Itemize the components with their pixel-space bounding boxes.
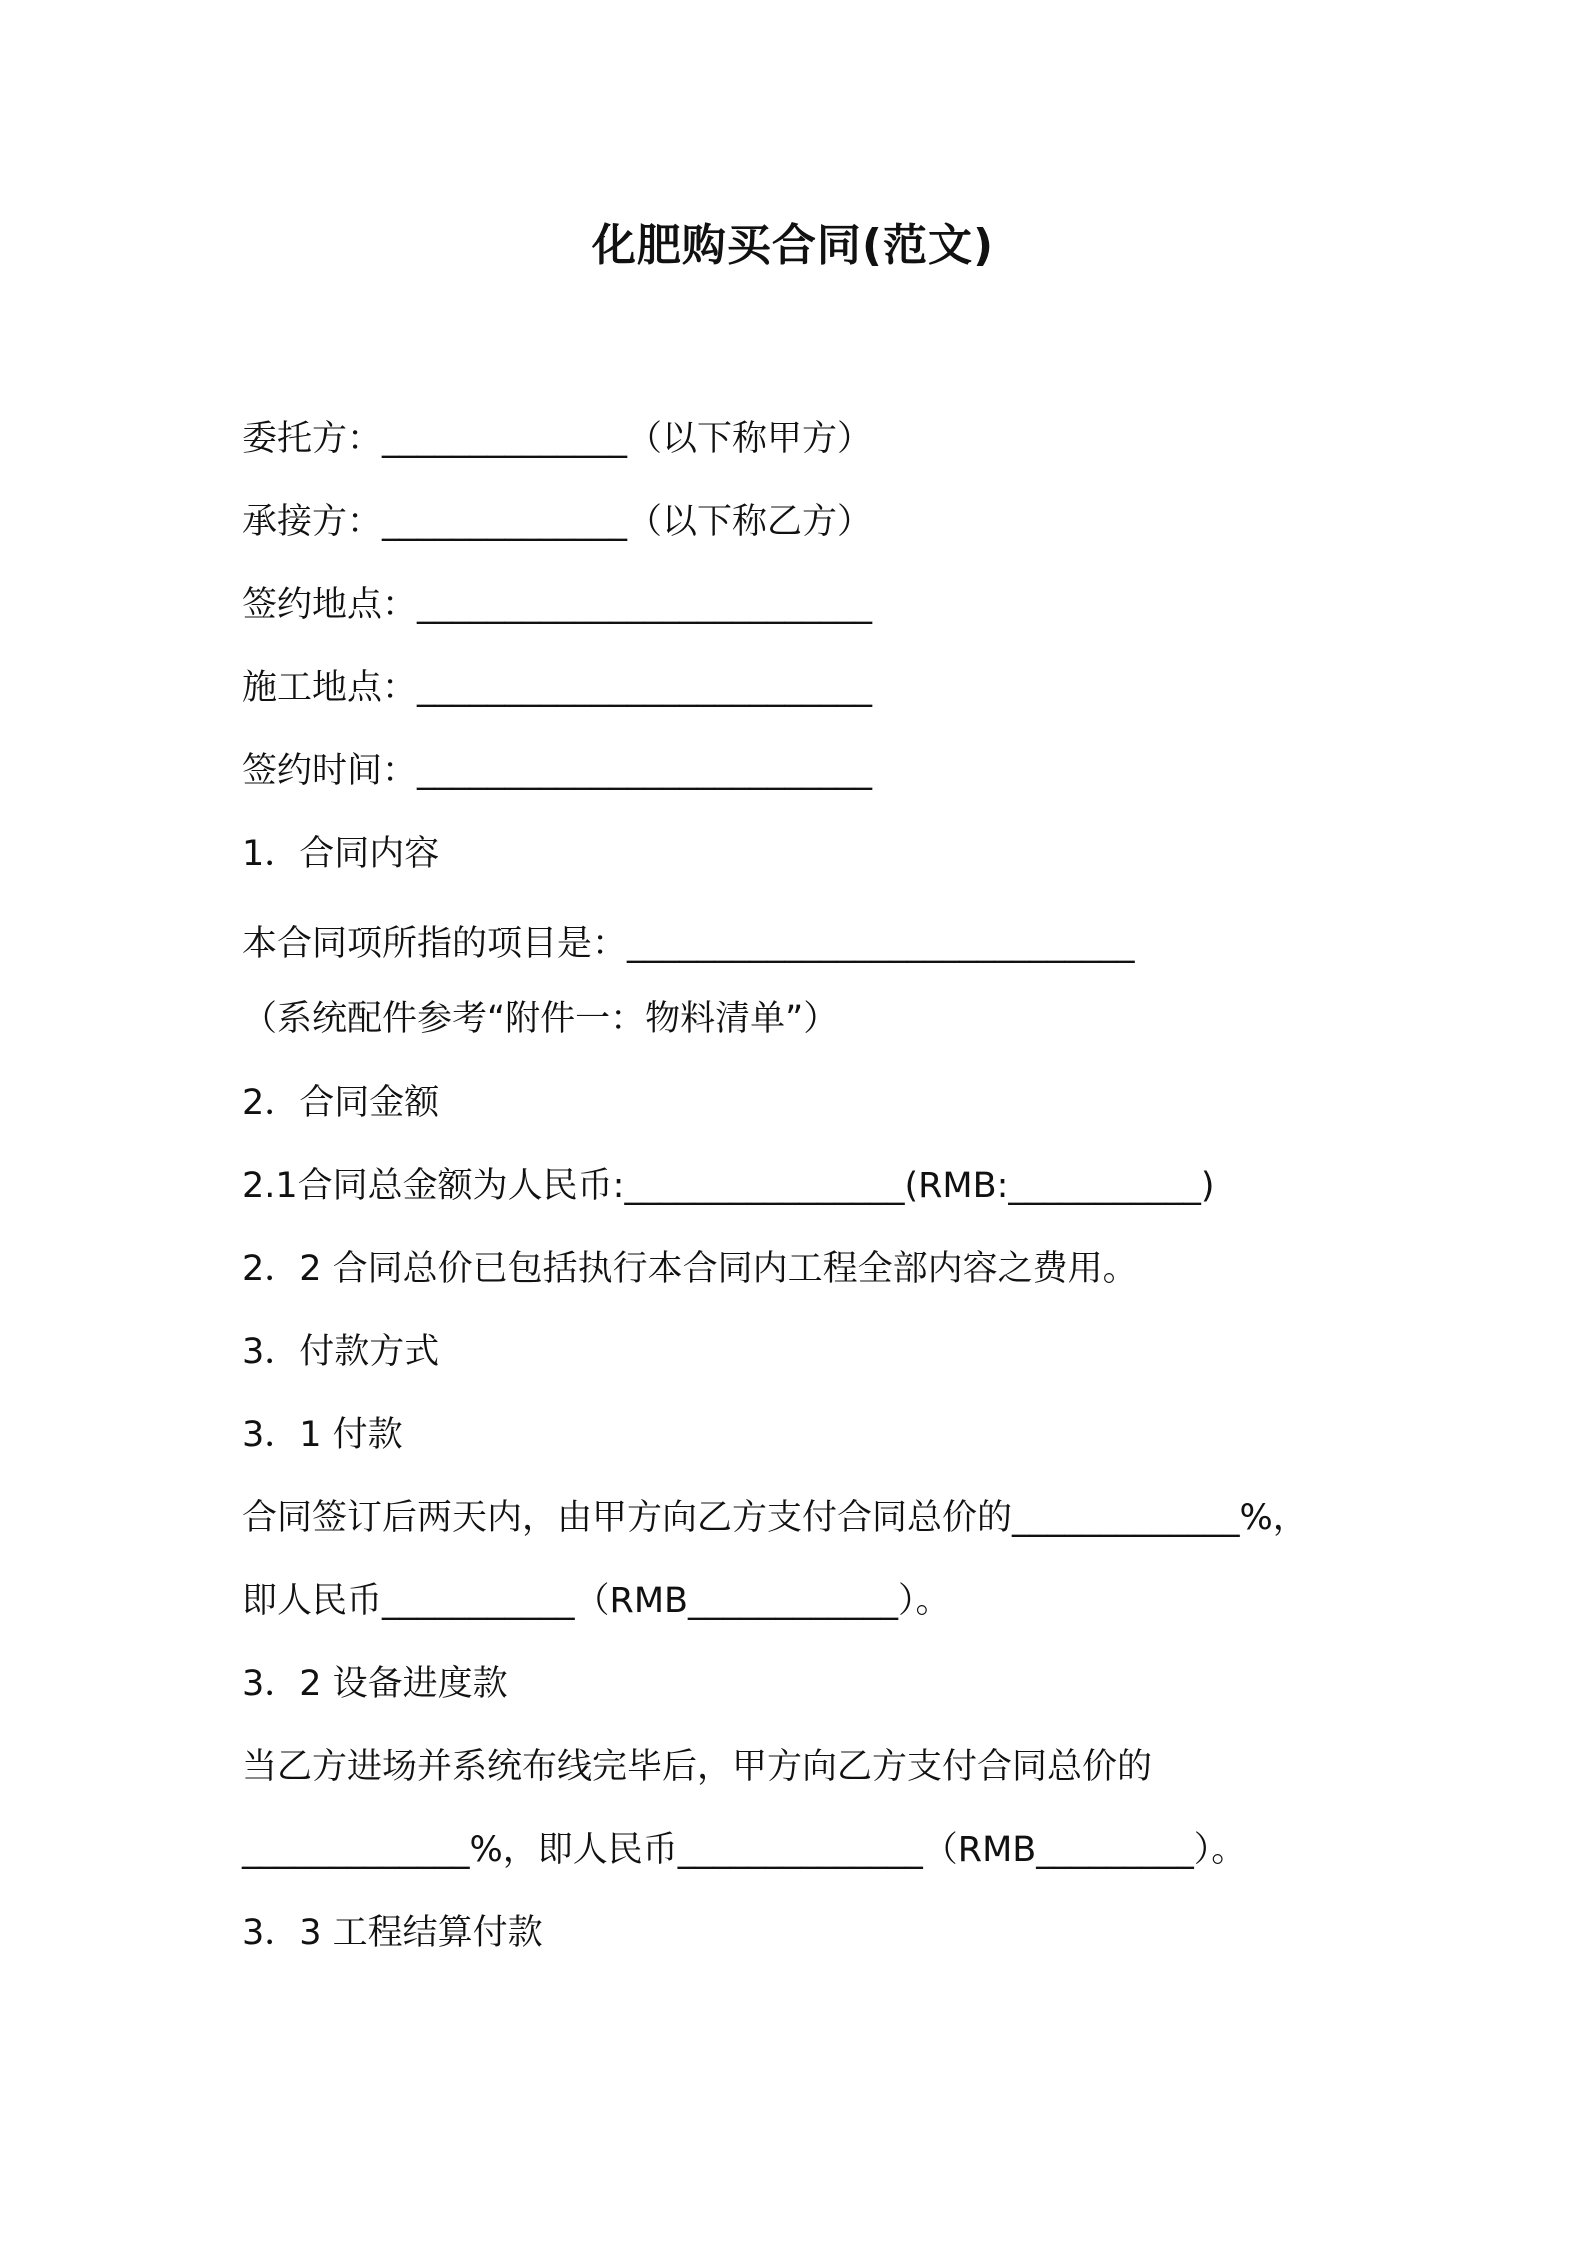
subsection-heading-equipment-progress: 3．2 设备进度款 bbox=[242, 1664, 508, 1704]
subsection-heading-payment: 3．1 付款 bbox=[242, 1415, 403, 1455]
subsection-heading-settlement: 3．3 工程结算付款 bbox=[242, 1913, 543, 1953]
progress-clause-line-2: _____________%，即人民币______________（RMB_________）。 bbox=[242, 1830, 1247, 1870]
attachment-note-line: （系统配件参考“附件一：物料清单”） bbox=[242, 999, 839, 1039]
price-inclusion-line: 2．2 合同总价已包括执行本合同内工程全部内容之费用。 bbox=[242, 1249, 1138, 1289]
section-heading-payment-method: 3．付款方式 bbox=[242, 1332, 440, 1372]
project-line: 本合同项所指的项目是：_____________________________ bbox=[242, 924, 1135, 964]
section-heading-contract-amount: 2．合同金额 bbox=[242, 1083, 440, 1123]
progress-clause-line-1: 当乙方进场并系统布线完毕后，甲方向乙方支付合同总价的 bbox=[242, 1747, 1153, 1787]
payment-clause-line-2: 即人民币___________（RMB____________）。 bbox=[242, 1581, 951, 1621]
document-title: 化肥购买合同(范文) bbox=[591, 220, 995, 271]
contractor-party-line: 承接方：______________（以下称乙方） bbox=[242, 502, 873, 542]
signing-location-line: 签约地点：__________________________ bbox=[242, 585, 873, 625]
signing-time-line: 签约时间：__________________________ bbox=[242, 751, 873, 791]
client-party-line: 委托方：______________（以下称甲方） bbox=[242, 419, 873, 459]
payment-clause-line-1: 合同签订后两天内，由甲方向乙方支付合同总价的_____________%， bbox=[242, 1498, 1308, 1538]
total-amount-line: 2.1合同总金额为人民币:________________(RMB:___________) bbox=[242, 1166, 1215, 1206]
construction-location-line: 施工地点：__________________________ bbox=[242, 668, 873, 708]
section-heading-contract-content: 1．合同内容 bbox=[242, 834, 440, 874]
